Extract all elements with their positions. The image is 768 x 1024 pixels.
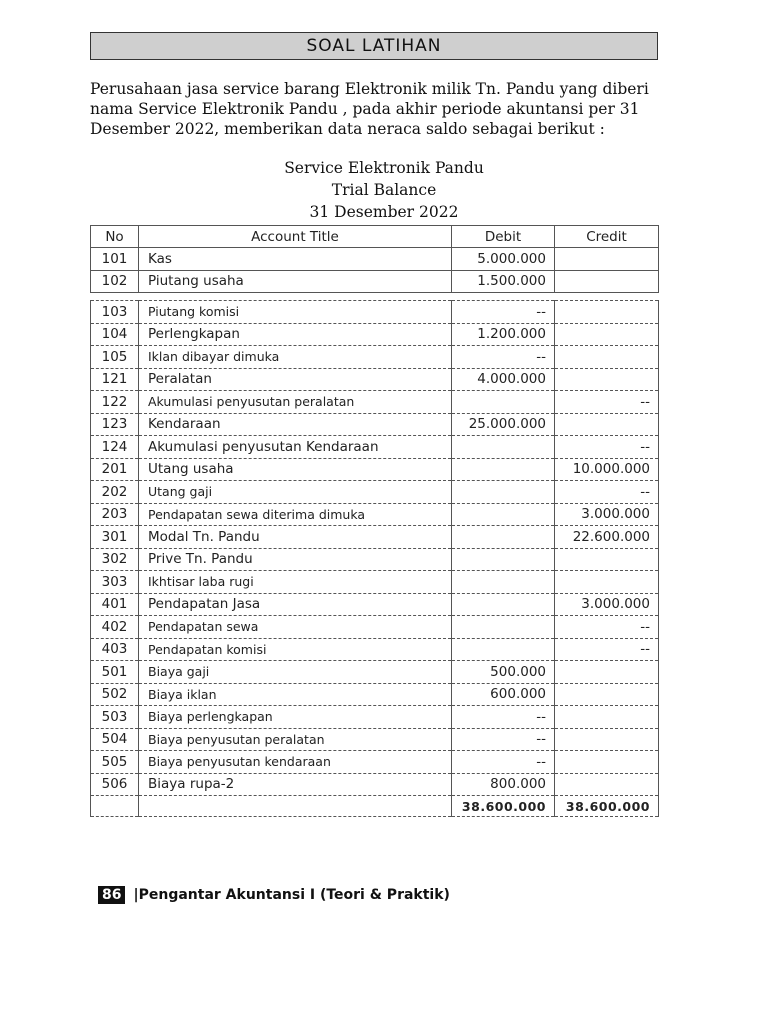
account-number: 403 bbox=[91, 638, 139, 661]
credit-amount: -- bbox=[555, 391, 659, 414]
account-title: Akumulasi penyusutan Kendaraan bbox=[139, 436, 452, 459]
debit-amount: 5.000.000 bbox=[452, 248, 555, 271]
account-title: Biaya perlengkapan bbox=[139, 706, 452, 729]
account-number: 302 bbox=[91, 548, 139, 571]
table-row bbox=[91, 391, 659, 414]
credit-amount bbox=[555, 751, 659, 774]
account-number: 503 bbox=[91, 706, 139, 729]
account-number: 401 bbox=[91, 593, 139, 616]
account-number: 123 bbox=[91, 413, 139, 436]
account-number: 506 bbox=[91, 773, 139, 796]
debit-amount: -- bbox=[452, 346, 555, 369]
account-number: 203 bbox=[91, 503, 139, 526]
table-row bbox=[91, 548, 659, 571]
account-number: 402 bbox=[91, 616, 139, 639]
account-title: Kas bbox=[139, 248, 452, 271]
account-title: Biaya rupa-2 bbox=[139, 773, 452, 796]
column-header-credit: Credit bbox=[555, 226, 659, 248]
debit-amount bbox=[452, 593, 555, 616]
column-header-no: No bbox=[91, 226, 139, 248]
debit-amount: -- bbox=[452, 301, 555, 324]
credit-amount bbox=[555, 346, 659, 369]
credit-amount: 3.000.000 bbox=[555, 593, 659, 616]
table-row bbox=[91, 661, 659, 684]
book-title: |Pengantar Akuntansi I (Teori & Praktik) bbox=[133, 887, 450, 903]
debit-amount: -- bbox=[452, 751, 555, 774]
credit-amount bbox=[555, 248, 659, 271]
credit-amount: -- bbox=[555, 481, 659, 504]
debit-amount: 1.200.000 bbox=[452, 323, 555, 346]
table-row bbox=[91, 683, 659, 706]
column-header-account: Account Title bbox=[139, 226, 452, 248]
credit-amount bbox=[555, 728, 659, 751]
account-title: Piutang komisi bbox=[139, 301, 452, 324]
debit-amount bbox=[452, 458, 555, 481]
account-number: 105 bbox=[91, 346, 139, 369]
debit-amount bbox=[452, 571, 555, 594]
table-row bbox=[91, 323, 659, 346]
table-row bbox=[91, 571, 659, 594]
debit-amount: 4.000.000 bbox=[452, 368, 555, 391]
account-title: Utang gaji bbox=[139, 481, 452, 504]
table-row bbox=[91, 773, 659, 796]
table-row bbox=[91, 458, 659, 481]
company-name: Service Elektronik Pandu bbox=[284, 159, 484, 177]
account-number: 121 bbox=[91, 368, 139, 391]
debit-amount: -- bbox=[452, 728, 555, 751]
total-no-cell bbox=[91, 796, 139, 817]
page-title: SOAL LATIHAN bbox=[90, 32, 658, 60]
credit-amount bbox=[555, 301, 659, 324]
total-row bbox=[91, 796, 659, 817]
account-number: 102 bbox=[91, 270, 139, 293]
credit-amount bbox=[555, 270, 659, 293]
account-number: 201 bbox=[91, 458, 139, 481]
table-row bbox=[91, 481, 659, 504]
debit-amount bbox=[452, 526, 555, 549]
debit-amount: 800.000 bbox=[452, 773, 555, 796]
debit-amount bbox=[452, 481, 555, 504]
account-title: Prive Tn. Pandu bbox=[139, 548, 452, 571]
table-row bbox=[91, 301, 659, 324]
credit-amount bbox=[555, 773, 659, 796]
account-number: 202 bbox=[91, 481, 139, 504]
trial-balance-table bbox=[90, 300, 659, 817]
table-row bbox=[91, 270, 659, 293]
account-title: Piutang usaha bbox=[139, 270, 452, 293]
credit-amount bbox=[555, 548, 659, 571]
debit-amount: 25.000.000 bbox=[452, 413, 555, 436]
account-number: 104 bbox=[91, 323, 139, 346]
table-row bbox=[91, 728, 659, 751]
table-row bbox=[91, 503, 659, 526]
account-number: 303 bbox=[91, 571, 139, 594]
account-title: Iklan dibayar dimuka bbox=[139, 346, 452, 369]
credit-amount bbox=[555, 368, 659, 391]
statement-date: 31 Desember 2022 bbox=[309, 203, 459, 221]
total-debit: 38.600.000 bbox=[452, 796, 555, 817]
debit-amount bbox=[452, 391, 555, 414]
table-row bbox=[91, 413, 659, 436]
credit-amount bbox=[555, 706, 659, 729]
credit-amount bbox=[555, 413, 659, 436]
account-title: Utang usaha bbox=[139, 458, 452, 481]
account-title: Pendapatan sewa diterima dimuka bbox=[139, 503, 452, 526]
account-title: Perlengkapan bbox=[139, 323, 452, 346]
debit-amount: 500.000 bbox=[452, 661, 555, 684]
account-title: Biaya iklan bbox=[139, 683, 452, 706]
credit-amount: -- bbox=[555, 638, 659, 661]
debit-amount: -- bbox=[452, 706, 555, 729]
intro-paragraph: Perusahaan jasa service barang Elektronik milik Tn. Pandu yang diberi nama Service Elektronik Pandu , pada akhir periode akuntansi per 31 Desember 2022, memberikan data neraca saldo sebagai berikut : bbox=[90, 80, 649, 138]
credit-amount bbox=[555, 661, 659, 684]
debit-amount bbox=[452, 548, 555, 571]
debit-amount bbox=[452, 616, 555, 639]
column-header-debit: Debit bbox=[452, 226, 555, 248]
account-title: Pendapatan Jasa bbox=[139, 593, 452, 616]
credit-amount: -- bbox=[555, 616, 659, 639]
credit-amount: 22.600.000 bbox=[555, 526, 659, 549]
trial-balance-table-top bbox=[90, 225, 659, 293]
credit-amount: -- bbox=[555, 436, 659, 459]
table-row bbox=[91, 638, 659, 661]
account-number: 504 bbox=[91, 728, 139, 751]
table-row bbox=[91, 751, 659, 774]
table-row bbox=[91, 526, 659, 549]
account-title: Biaya penyusutan peralatan bbox=[139, 728, 452, 751]
account-number: 124 bbox=[91, 436, 139, 459]
credit-amount bbox=[555, 571, 659, 594]
debit-amount bbox=[452, 638, 555, 661]
account-number: 502 bbox=[91, 683, 139, 706]
account-title: Kendaraan bbox=[139, 413, 452, 436]
account-number: 101 bbox=[91, 248, 139, 271]
account-title: Biaya penyusutan kendaraan bbox=[139, 751, 452, 774]
credit-amount: 3.000.000 bbox=[555, 503, 659, 526]
debit-amount: 600.000 bbox=[452, 683, 555, 706]
account-number: 501 bbox=[91, 661, 139, 684]
account-title: Ikhtisar laba rugi bbox=[139, 571, 452, 594]
table-row bbox=[91, 436, 659, 459]
account-title: Pendapatan komisi bbox=[139, 638, 452, 661]
table-row bbox=[91, 616, 659, 639]
account-number: 301 bbox=[91, 526, 139, 549]
account-title: Akumulasi penyusutan peralatan bbox=[139, 391, 452, 414]
table-row bbox=[91, 368, 659, 391]
account-title: Pendapatan sewa bbox=[139, 616, 452, 639]
total-credit: 38.600.000 bbox=[555, 796, 659, 817]
total-label-cell bbox=[139, 796, 452, 817]
statement-title: Trial Balance bbox=[331, 181, 437, 199]
table-row bbox=[91, 346, 659, 369]
table-row bbox=[91, 706, 659, 729]
account-number: 122 bbox=[91, 391, 139, 414]
account-title: Biaya gaji bbox=[139, 661, 452, 684]
credit-amount bbox=[555, 683, 659, 706]
credit-amount: 10.000.000 bbox=[555, 458, 659, 481]
debit-amount bbox=[452, 436, 555, 459]
table-row bbox=[91, 248, 659, 271]
page-number: 86 bbox=[98, 886, 125, 904]
credit-amount bbox=[555, 323, 659, 346]
table-row bbox=[91, 593, 659, 616]
account-number: 505 bbox=[91, 751, 139, 774]
account-number: 103 bbox=[91, 301, 139, 324]
debit-amount bbox=[452, 503, 555, 526]
debit-amount: 1.500.000 bbox=[452, 270, 555, 293]
page-footer bbox=[98, 886, 450, 904]
account-title: Peralatan bbox=[139, 368, 452, 391]
account-title: Modal Tn. Pandu bbox=[139, 526, 452, 549]
table-header-row bbox=[91, 226, 659, 248]
